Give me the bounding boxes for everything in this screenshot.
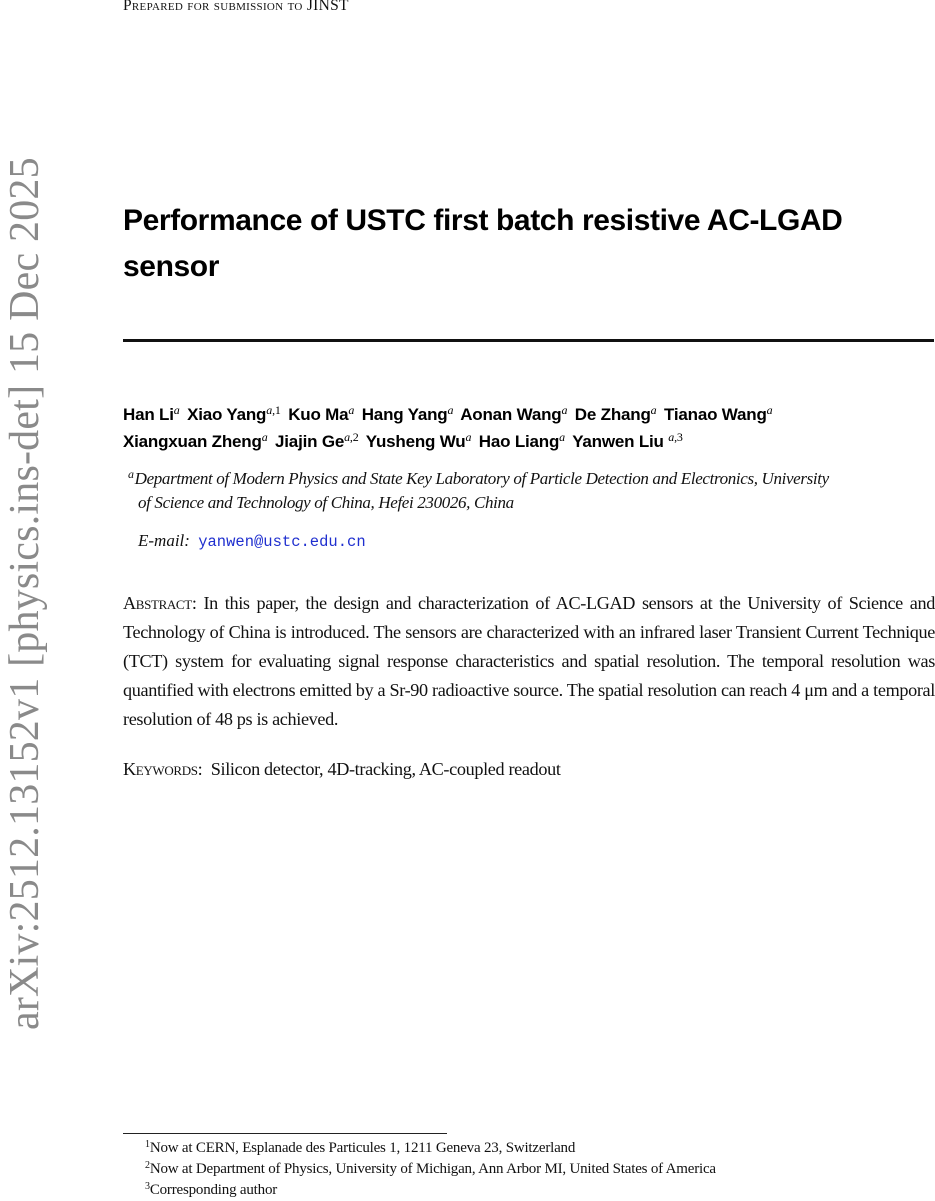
author: Han Li$^a$ [123,403,180,424]
affiliation-mark: a [128,467,134,481]
author: Hao Liang$^a$ [478,430,565,451]
paper-title: Performance of USTC first batch resistive AC-LGAD sensor [123,204,843,283]
keywords: Keywords: Silicon detector, 4D-tracking, AC-coupled readout [123,759,561,779]
keywords-label: Keywords [123,759,198,779]
footnotes [145,1138,716,1201]
email-label: E-mail: [138,531,190,550]
author: Hang Yang$^a$ [361,403,454,424]
keywords-text: Silicon detector, 4D-tracking, AC-coupled readout [210,759,561,779]
author-list [123,401,935,455]
abstract-label: Abstract [123,593,192,613]
email-link[interactable]: yanwen@ustc.edu.cn [198,533,366,551]
abstract: Abstract: In this paper, the design and characterization of AC-LGAD sensors at the University of Science and Technology of China is introduced. The sensors are characterized with an infrared laser Transient Current Technique (TCT) system for evaluating signal response characteristics and spatial resolution. The temporal resolution was quantified with electrons emitted by a Sr-90 radioactive source. The spatial resolution can reach 4 μm and a temporal resolution of 48 ps is achieved. [123,593,935,729]
footnote: $^2$Now at Department of Physics, University of Michigan, Ann Arbor MI, United States of America [145,1160,716,1177]
author: Aonan Wang$^a$ [460,403,568,424]
author: Jiajin Ge$^{a,2}$ [275,430,359,451]
author: Yusheng Wu$^a$ [365,430,472,451]
author: Kuo Ma$^a$ [288,403,355,424]
author: De Zhang$^a$ [574,403,657,424]
author-corresponding: Yanwen Liu $^{a,3}$ [572,430,683,451]
affiliation: $^a$Department of Modern Physics and State Key Laboratory of Particle Detection and Electronics, University of Science and Technology of China, Hefei 230026, China [128,467,829,512]
title-divider [123,339,934,342]
contact-email [138,531,366,551]
author: Tianao Wang$^a$ [664,403,773,424]
author: Xiangxuan Zheng$^a$ [123,430,268,451]
footnote: $^3$Corresponding author [145,1181,278,1198]
arxiv-identifier-stamp: arXiv:2512.13152v1 [physics.ins-det] 15 Dec 2025 [2,157,48,1030]
footnote: $^1$Now at CERN, Esplanade des Particules 1, 1211 Geneva 23, Switzerland [145,1139,576,1156]
abstract-text: In this paper, the design and characterization of AC-LGAD sensors at the University of Science and Technology of China is introduced. The sensors are characterized with an infrared laser Transient Current Technique (TCT) system for evaluating signal response characteristics and spatial resolution. The temporal resolution was quantified with electrons emitted by a Sr-90 radioactive source. The spatial resolution can reach 4 μm and a temporal resolution of 48 ps is achieved. [123,593,935,729]
journal-header-note: Prepared for submission to JINST [123,0,349,14]
author: Xiao Yang$^{a,1}$ [187,403,281,424]
footnote-divider [123,1133,447,1134]
